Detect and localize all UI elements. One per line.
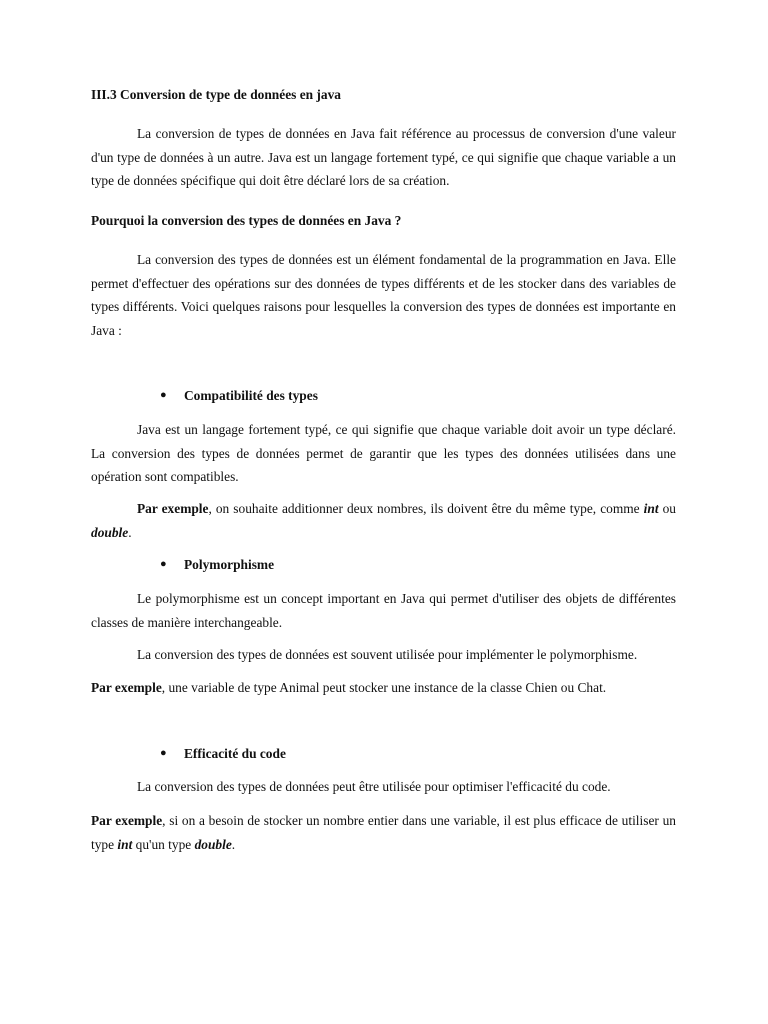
poly-paragraph: Le polymorphisme est un concept important en Java qui permet d'utiliser des objets de différentes classes de manière interchangeable. (91, 591, 676, 630)
bullet-title: Efficacité du code (184, 746, 286, 761)
bullet-compatibility (91, 384, 676, 408)
poly-example (91, 676, 676, 700)
keyword-double: double (194, 836, 232, 852)
bullet-efficiency (91, 742, 676, 766)
eff-example (91, 809, 676, 856)
why-heading: Pourquoi la conversion des types de données en Java ? (91, 213, 402, 228)
compat-example (91, 497, 676, 544)
section-title: III.3 Conversion de type de données en java (91, 87, 341, 102)
keyword-int: int (117, 836, 133, 852)
bullet-dot-icon: ● (160, 558, 167, 570)
bullet-title: Polymorphisme (184, 557, 275, 572)
example-text: , une variable de type Animal peut stocker une instance de la classe Chien ou Chat. (161, 680, 607, 695)
example-text: . (128, 524, 132, 540)
bullet-title: Compatibilité des types (184, 388, 318, 403)
why-paragraph: La conversion des types de données est un élément fondamental de la programmation en Java. Elle permet d'effectuer des opérations sur des données de types différents et de les stocker dans des variables de types différents. Voici quelques raisons pour lesquelles la conversion des types de données est importante en Java : (91, 252, 676, 338)
example-text: , on souhaite additionner deux nombres, ils doivent être du même type, comme (208, 501, 644, 516)
keyword-double: double (91, 524, 129, 540)
bullet-polymorphism (91, 553, 676, 577)
example-text: . (231, 836, 236, 852)
example-label: Par exemple (137, 501, 209, 516)
keyword-int: int (643, 501, 659, 516)
poly-paragraph-2: La conversion des types de données est souvent utilisée pour implémenter le polymorphisme. (137, 647, 638, 662)
intro-paragraph: La conversion de types de données en Java fait référence au processus de conversion d'une valeur d'un type de données à un autre. Java est un langage fortement typé, ce qui signifie que chaque variable a un type de données spécifique qui doit être déclaré lors de sa création. (91, 126, 676, 188)
example-text: , si on a besoin de stocker un nombre entier dans une variable, il est plus efficace de utiliser un type (91, 813, 676, 852)
example-text: qu'un type (132, 836, 195, 852)
example-label: Par exemple (91, 813, 163, 828)
bullet-dot-icon: ● (160, 389, 167, 401)
compat-paragraph: Java est un langage fortement typé, ce qui signifie que chaque variable doit avoir un type déclaré. La conversion des types de données permet de garantir que les types des données utilisées dans une opération sont compatibles. (91, 422, 676, 484)
example-label: Par exemple (91, 680, 162, 695)
bullet-dot-icon: ● (160, 747, 167, 759)
eff-paragraph: La conversion des types de données peut être utilisée pour optimiser l'efficacité du code. (137, 779, 611, 794)
example-text: ou (658, 501, 676, 516)
